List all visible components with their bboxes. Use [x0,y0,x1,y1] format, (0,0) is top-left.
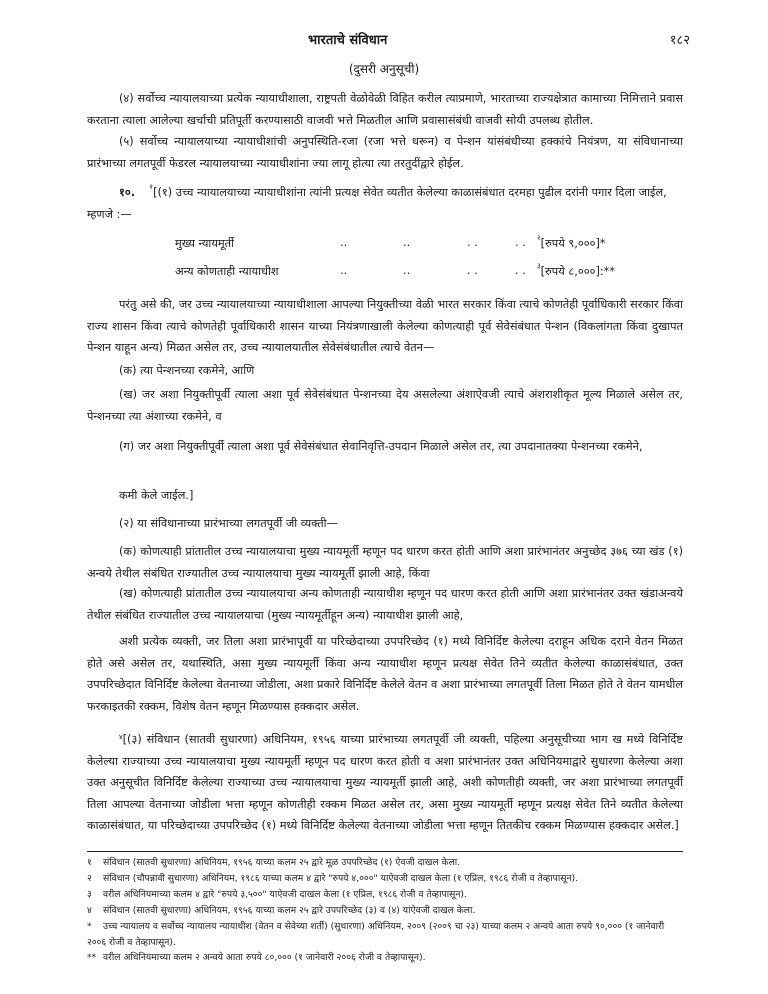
salary-amount-text: [रुपये ८,०००]:** [540,265,615,278]
clause-ka: (क) त्या पेन्शनच्या रकमेने, आणि [119,364,255,377]
footnote-mark: २ [87,873,92,884]
leader-dots: .. [340,264,348,277]
subparagraph-3 [87,729,683,837]
footnote-ref-3: ३ [537,262,541,270]
proviso-paragraph: परंतु असे की, जर उच्च न्यायालयाच्या न्यायाधीशाला आपल्या नियुक्तीच्या वेळी भारत सरकार किंवा त्याचे कोणतेही पूर्वाधिकारी सरकार किंवा राज्य शासन किंवा त्याचे कोणतेही पूर्वाधिकारी शासन याच्या नियंत्रणाखाली केलेल्या कोणत्याही पूर्व सेवेसंबंधात पेन्शन (विकलांगता किंवा दुखापत पेन्शन याहून अन्य) मिळत असेल तर, उच्च न्यायालयातील सेवेसंबंधातील त्याचे वेतन— [87,298,683,354]
subparagraph-2-ka: (क) कोणत्याही प्रांतातील उच्च न्यायालयाचा मुख्य न्यायमूर्ती म्हणून पद धारण करत होती आणि अशा प्रारंभानंतर अनुच्छेद ३७६ च्या खंड (१) अन्वये तेथील संबंधित राज्यातील उच्च न्यायालयाचा मुख्य न्यायमूर्ती झाली आहे, किंवा [87,545,683,580]
leader-dots: . . [467,236,478,249]
leader-dots: . . [467,264,478,277]
paragraph-5: (५) सर्वोच्च न्यायालयाच्या न्यायाधीशांची अनुपस्थिति-रजा (रजा भत्ते धरून) व पेन्शन यांसंबंधीच्या हक्कांचे नियंत्रण, या संविधानाच्या प्रारंभाच्या लगतपूर्वी फेडरल न्यायालयाच्या न्यायाधीशांना ज्या लागू होत्या त्या तरतुदींद्वारे होईल. [87,135,683,170]
paragraph-4: (४) सर्वोच्च न्यायालयाच्या प्रत्येक न्यायाधीशाला, राष्ट्रपती वेळोवेळी विहित करील त्याप्रमाणे, भारताच्या राज्यक्षेत्रात कामाच्या निमित्ताने प्रवास करताना त्याला आलेल्या खर्चाची प्रतिपूर्ती करण्यासाठी वाजवी भत्ते मिळतील आणि प्रवासासंबंधी वाजवी सोयी उपलब्ध होतील. [87,92,683,127]
reduced-line: कमी केले जाईल.] [119,489,194,502]
salary-amount-text: [रुपये ९,०००]* [540,237,606,250]
footnote-mark: * [87,921,92,932]
leader-dots: . . [515,236,526,249]
leader-dots: .. [403,236,411,249]
section-10-intro [119,185,691,200]
footnote-ref-1: १ [149,183,154,191]
footnote [87,887,683,903]
footnote [87,950,683,966]
footnote [87,855,683,871]
footnote [87,919,683,950]
footnote-text: संविधान (सातवी सुधारणा) अधिनियम, १९५६ याच्या कलम २५ द्वारे मूळ उपपरिच्छेद (१) ऐवजी दाखल केला. [103,857,461,868]
salary-amount [537,236,606,251]
footnote [87,903,683,919]
footnote-mark: ३ [87,889,92,900]
schedule-title: (दुसरी अनुसूची) [348,62,420,76]
footnote-mark: ** [87,952,97,963]
section-10-text: [(१) उच्च न्यायालयाच्या न्यायाधीशांना त्यांनी प्रत्यक्ष सेवेत व्यतीत केलेल्या काळासंबंधात दरमहा पुढील दरांनी पगार दिला जाईल, [153,186,667,199]
footnote-text: वरील अधिनियमाच्या कलम ४ द्वारे "रुपये ३,५००" याऐवजी दाखल केला (१ एप्रिल, १९८६ रोजी व तेव्हापासून). [103,889,467,900]
footnote-divider [87,851,683,852]
salary-row-label: मुख्य न्यायमूर्ती [175,237,234,250]
salary-row-label: अन्य कोणताही न्यायाधीश [175,265,279,278]
footnote-ref-4: ४ [119,733,123,741]
footnote-ref-2: २ [537,234,541,242]
footnote-text: संविधान (सातवी सुधारणा) अधिनियम, १९५६ याच्या कलम २५ द्वारे उपपरिच्छेद (३) व (४) यांऐवजी दाखल केला. [103,905,476,916]
footnote-mark: १ [87,857,92,868]
footnote-mark: ४ [87,905,92,916]
running-header-title: भारताचे संविधान [308,33,388,48]
subparagraph-3-text: [(३) संविधान (सातवी सुधारणा) अधिनियम, १९५६ याच्या प्रारंभाच्या लगतपूर्वी जी व्यक्ती, पहिल्या अनुसूचीच्या भाग ख मध्ये विनिर्दिष्ट केलेल्या राज्याच्या उच्च न्यायालयाचा मुख्य न्यायमूर्ती म्हणून पद धारण करत होती व अशा प्रारंभानंतर उक्त अधिनियमाद्वारे सुधारणा केलेल्या अशा उक्त अनुसूचीत विनिर्दिष्ट केलेल्या राज्याच्या उच्च न्यायालयाचा मुख्य न्यायमूर्ती झाली आहे, अशी कोणतीही व्यक्ती, जर अशा प्रारंभाच्या लगतपूर्वी तिला आपल्या वेतनाच्या जोडीला भत्ता म्हणून कोणतीही रक्कम मिळत असेल तर, असा मुख्य न्यायमूर्ती म्हणून प्रत्यक्ष सेवेत तिने व्यतीत केलेल्या काळासंबंधात, या परिच्छेदाच्या उपपरिच्छेद (१) मध्ये विनिर्दिष्ट केलेल्या वेतनाच्या जोडीला भत्ता म्हणून तितकीच रक्कम मिळण्यास हक्कदार असेल.] [87,733,683,832]
leader-dots: . . [515,264,526,277]
clause-ga: (ग) जर अशा नियुक्तीपूर्वी त्याला अशा पूर्व सेवेसंबंधात सेवानिवृत्ति-उपदान मिळाले असेल तर, त्या उपदानातक्या पेन्शनच्या रकमेने, [119,440,643,453]
page-number: १८२ [669,33,690,48]
leader-dots: .. [340,236,348,249]
section-10-cont: म्हणजे :— [87,208,132,221]
subparagraph-2-body: अशी प्रत्येक व्यक्ती, जर तिला अशा प्रारंभापूर्वी या परिच्छेदाच्या उपपरिच्छेद (१) मध्ये विनिर्दिष्ट केलेल्या दराहून अधिक दराने वेतन मिळत होते असे असेल तर, यथास्थिति, असा मुख्य न्यायमूर्ती किंवा अन्य न्यायाधीश म्हणून प्रत्यक्ष सेवेत तिने व्यतीत केलेल्या काळासंबंधात, उक्त उपपरिच्छेदात विनिर्दिष्ट केलेल्या वेतनाच्या जोडीला, अशा प्रकारे विनिर्दिष्ट केलेले वेतन व अशा प्रारंभाच्या लगतपूर्वी तिला मिळत होते ते वेतन यामधील फरकाइतकी रक्कम, विशेष वेतन म्हणून मिळण्यास हक्कदार असेल. [87,635,683,713]
footnote-text: उच्च न्यायालय व सर्वोच्च न्यायालय न्यायाधीश (वेतन व सेवेच्या शर्ती) (सुधारणा) अधिनियम, २००९ (२००९ चा २३) याच्या कलम २ अन्वये आता रुपये ९०,००० (१ जानेवारी २००६ रोजी व तेव्हापासून). [87,921,665,948]
section-number: १०. [119,186,136,199]
salary-amount [537,264,615,279]
footnote-text: संविधान (चौपन्नावी सुधारणा) अधिनियम, १९८६ याच्या कलम ४ द्वारे "रुपये ४,०००" याऐवजी दाखल केला (१ एप्रिल, १९८६ रोजी व तेव्हापासून). [103,873,579,884]
clause-kha: (ख) जर अशा नियुक्तीपूर्वी त्याला अशा पूर्व सेवेसंबंधात पेन्शनच्या देय असलेल्या अंशाऐवजी त्याचे अंशराशीकृत मूल्य मिळाले असेल तर, पेन्शनच्या त्या अंशाच्या रकमेने, व [87,388,683,423]
footnote-text: वरील अधिनियमाच्या कलम २ अन्वये आता रुपये ८०,००० (१ जानेवारी २००६ रोजी व तेव्हापासून). [103,952,426,963]
subparagraph-2-kha: (ख) कोणत्याही प्रांतातील उच्च न्यायालयाचा अन्य कोणताही न्यायाधीश म्हणून पद धारण करत होती आणि अशा प्रारंभानंतर उक्त खंडाअन्वये तेथील संबंधित राज्यातील उच्च न्यायालयाचा (मुख्य न्यायमूर्तीहून अन्य) न्यायाधीश झाली आहे, [87,587,683,622]
leader-dots: .. [403,264,411,277]
subparagraph-2-intro: (२) या संविधानाच्या प्रारंभाच्या लगतपूर्वी जी व्यक्ती— [119,517,338,530]
footnote [87,871,683,887]
